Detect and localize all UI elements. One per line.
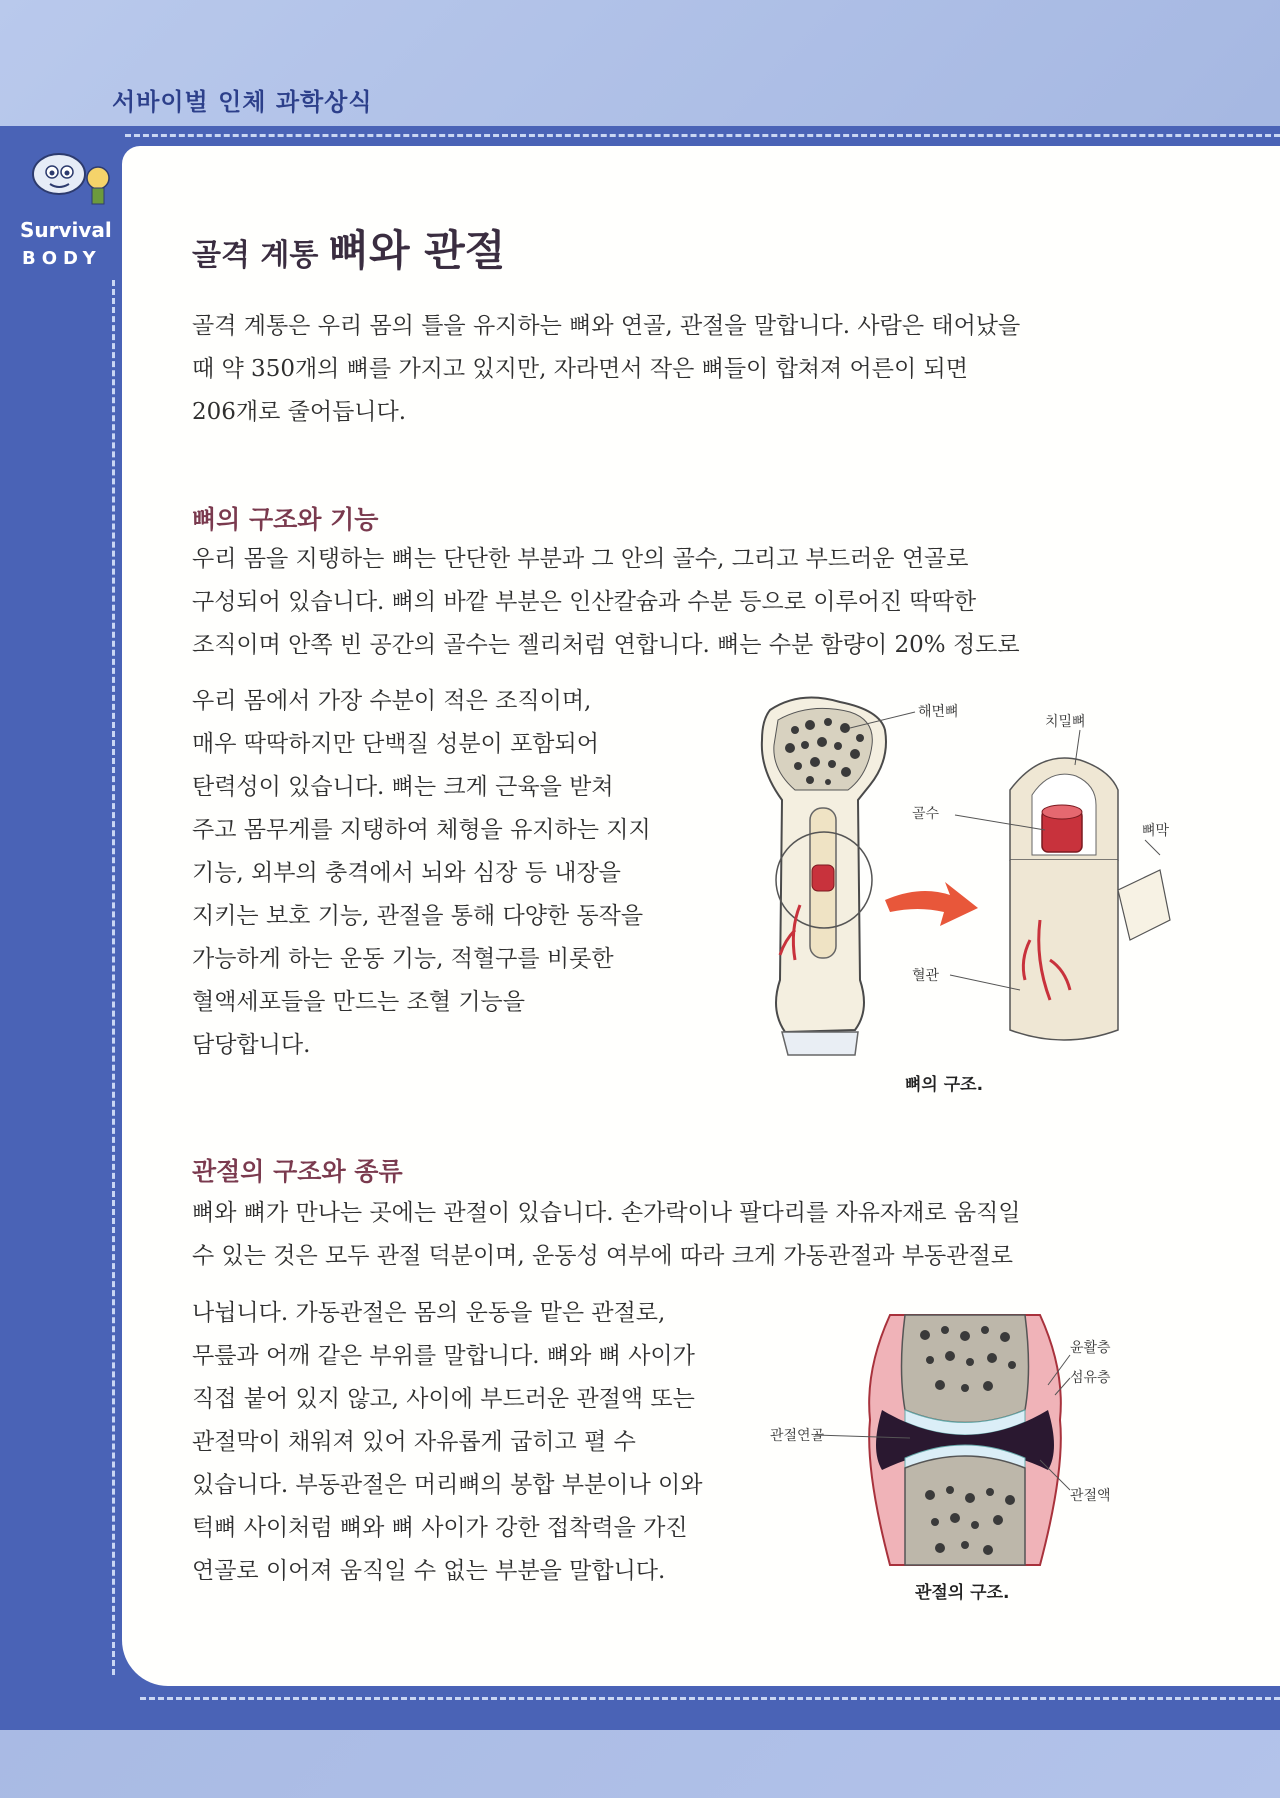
joint-line: 연골로 이어져 움직일 수 없는 부분을 말합니다. bbox=[192, 1558, 666, 1584]
long-bone-illustration bbox=[762, 698, 886, 1056]
bone-line: 가능하게 하는 운동 기능, 적혈구를 비롯한 bbox=[192, 946, 614, 972]
joint-structure-figure bbox=[770, 1310, 1150, 1570]
joint-line: 있습니다. 부동관절은 머리뼈의 봉합 부분이나 이와 bbox=[192, 1472, 703, 1498]
joint-line: 뼈와 뼈가 만나는 곳에는 관절이 있습니다. 손가락이나 팔다리를 자유자재로 움직일 bbox=[192, 1200, 1021, 1226]
logo-text-body: BODY bbox=[22, 248, 102, 269]
section-heading-bone: 뼈의 구조와 기능 bbox=[192, 505, 379, 534]
bone-line: 매우 딱딱하지만 단백질 성분이 포함되어 bbox=[192, 731, 599, 757]
page-title bbox=[192, 218, 505, 278]
label-articular-cartilage: 관절연골 bbox=[770, 1428, 825, 1444]
label-synovial-layer: 윤활층 bbox=[1070, 1340, 1111, 1356]
bone-line: 우리 몸을 지탱하는 뼈는 단단한 부분과 그 안의 골수, 그리고 부드러운 연골로 bbox=[192, 546, 969, 572]
bone-line: 조직이며 안쪽 빈 공간의 골수는 젤리처럼 연합니다. 뼈는 수분 함량이 20% 정도로 bbox=[192, 632, 1020, 658]
band-left-dash bbox=[112, 280, 115, 1675]
label-spongy-bone: 해면뼈 bbox=[918, 704, 959, 720]
bone-cross-section-illustration bbox=[1010, 758, 1170, 1040]
joint-paragraph-narrow bbox=[192, 1292, 702, 1593]
label-blood-vessel: 혈관 bbox=[912, 968, 940, 984]
bone-paragraph-narrow bbox=[192, 680, 651, 1067]
bone-line: 지키는 보호 기능, 관절을 통해 다양한 동작을 bbox=[192, 903, 644, 929]
bone-line: 혈액세포들을 만드는 조혈 기능을 bbox=[192, 989, 525, 1015]
page-title-small: 골격 계통 bbox=[192, 238, 319, 273]
label-fibrous-layer: 섬유층 bbox=[1070, 1370, 1111, 1386]
joint-figure-caption: 관절의 구조. bbox=[915, 1583, 1010, 1603]
joint-line: 직접 붙어 있지 않고, 사이에 부드러운 관절액 또는 bbox=[192, 1386, 695, 1412]
joint-line: 턱뼈 사이처럼 뼈와 뼈 사이가 강한 접착력을 가진 bbox=[192, 1515, 688, 1541]
section-heading-joint: 관절의 구조와 종류 bbox=[192, 1157, 403, 1186]
joint-paragraph-full bbox=[192, 1192, 1021, 1278]
page-title-big: 뼈와 관절 bbox=[328, 226, 506, 275]
intro-line: 때 약 350개의 뼈를 가지고 있지만, 자라면서 작은 뼈들이 합쳐져 어른이 되면 bbox=[192, 356, 968, 382]
bone-line: 구성되어 있습니다. 뼈의 바깥 부분은 인산칼슘과 수분 등으로 이루어진 딱딱한 bbox=[192, 589, 977, 615]
bone-line: 주고 몸무게를 지탱하여 체형을 유지하는 지지 bbox=[192, 817, 651, 843]
bone-line: 우리 몸에서 가장 수분이 적은 조직이며, bbox=[192, 688, 592, 714]
joint-line: 관절막이 채워져 있어 자유롭게 굽히고 펼 수 bbox=[192, 1429, 636, 1455]
bone-figure-caption: 뼈의 구조. bbox=[905, 1075, 984, 1095]
bone-structure-figure bbox=[740, 690, 1180, 1070]
joint-line: 나뉩니다. 가동관절은 몸의 운동을 맡은 관절로, bbox=[192, 1300, 666, 1326]
label-synovial-fluid: 관절액 bbox=[1070, 1488, 1111, 1504]
joint-line: 수 있는 것은 모두 관절 덕분이며, 운동성 여부에 따라 크게 가동관절과 부동관절로 bbox=[192, 1243, 1013, 1269]
bone-paragraph-full bbox=[192, 538, 1020, 667]
band-top-dash bbox=[125, 134, 1280, 137]
joint-line: 무릎과 어깨 같은 부위를 말합니다. 뼈와 뼈 사이가 bbox=[192, 1343, 695, 1369]
bone-line: 탄력성이 있습니다. 뼈는 크게 근육을 받쳐 bbox=[192, 774, 614, 800]
intro-paragraph bbox=[192, 305, 1020, 434]
intro-line: 골격 계통은 우리 몸의 틀을 유지하는 뼈와 연골, 관절을 말합니다. 사람은 태어났을 bbox=[192, 313, 1021, 339]
intro-line: 206개로 줄어듭니다. bbox=[192, 399, 407, 425]
joint-illustration bbox=[869, 1315, 1061, 1565]
bone-line: 기능, 외부의 충격에서 뇌와 심장 등 내장을 bbox=[192, 860, 621, 886]
band-bottom-dash bbox=[140, 1697, 1280, 1700]
label-compact-bone: 치밀뼈 bbox=[1045, 714, 1086, 730]
header-series-title: 서바이벌 인체 과학상식 bbox=[112, 88, 373, 116]
label-marrow: 골수 bbox=[912, 806, 940, 822]
label-periosteum: 뼈막 bbox=[1142, 823, 1170, 839]
bone-line: 담당합니다. bbox=[192, 1032, 311, 1058]
arrow-icon bbox=[885, 882, 978, 926]
logo-text-survival: Survival bbox=[20, 218, 112, 242]
